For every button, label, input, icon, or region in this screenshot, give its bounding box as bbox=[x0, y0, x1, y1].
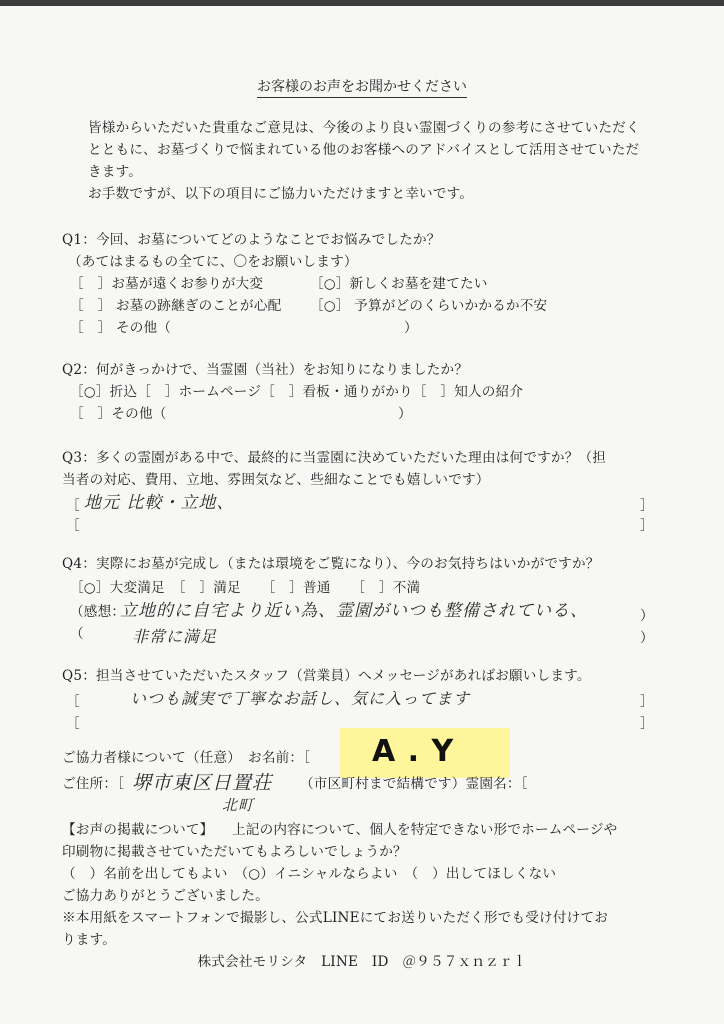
contact-heading: ご協力者様について（任意） お名前：［ bbox=[62, 750, 311, 766]
publish-thanks: ご協力ありがとうございました。 bbox=[62, 888, 269, 904]
contact-name-value: A . Y bbox=[372, 734, 455, 769]
contact-address-hint: （市区町村まで結構です）霊園名：［ bbox=[300, 776, 528, 792]
q1-question: Q1：今回、お墓についてどのようなことでお悩みでしたか？ bbox=[62, 232, 441, 248]
q3-question-line-1: Q3：多くの霊園がある中で、最終的に当霊園に決めていただいた理由は何ですか？（担 bbox=[62, 450, 607, 466]
q3-handwritten-answer: 地元 比較・立地、 bbox=[84, 493, 235, 513]
page-title-text: お客様のお声をお聞かせください bbox=[257, 79, 467, 98]
q4-question: Q4：実際にお墓が完成し（または環境をご覧になり）、今のお気持ちはいかがですか？ bbox=[62, 556, 600, 572]
q2-question: Q2：何がきっかけで、当霊園（当社）をお知りになりましたか？ bbox=[62, 362, 469, 378]
intro-line-3: きます。 bbox=[88, 164, 143, 180]
q5-bracket-open-2: ［ bbox=[66, 716, 80, 732]
q1-option-2: ［○］新しくお墓を建てたい bbox=[310, 276, 488, 292]
q1-option-5-close: ） bbox=[404, 320, 418, 336]
intro-line-1: 皆様からいただいた貴重なご意見は、今後のより良い霊園づくりの参考にさせていただく bbox=[88, 120, 640, 136]
q1-option-5: ［ ］ その他（ bbox=[70, 320, 172, 336]
intro-line-2: とともに、お墓づくりで悩まれている他のお客様へのアドバイスとして活用させていただ bbox=[88, 142, 640, 158]
intro-line-4: お手数ですが、以下の項目にご協力いただけますと幸いです。 bbox=[88, 186, 474, 202]
q2-row-2-close: ） bbox=[398, 406, 412, 422]
contact-address-handwritten-2: 北町 bbox=[222, 796, 255, 814]
q2-options-row-2: ［ ］その他（ bbox=[70, 406, 167, 422]
q1-option-1: ［ ］お墓が遠くお参りが大変 bbox=[70, 276, 264, 292]
page-title bbox=[0, 76, 724, 96]
q3-bracket-open-2: ［ bbox=[66, 518, 80, 534]
q5-bracket-close-2: ］ bbox=[640, 716, 654, 732]
q2-options-row-1: ［○］折込［ ］ホームページ［ ］看板・通りがかり［ ］知人の紹介 bbox=[70, 384, 524, 400]
q5-question: Q5：担当させていただいたスタッフ（営業員）へメッセージがあればお願いします。 bbox=[62, 668, 591, 684]
q3-bracket-close-2: ］ bbox=[640, 518, 654, 534]
q3-bracket-open-1: ［ bbox=[66, 498, 80, 514]
q5-bracket-close-1: ］ bbox=[640, 694, 654, 710]
q4-bracket-close-1: ） bbox=[640, 608, 654, 624]
publish-note-1: ※本用紙をスマートフォンで撮影し、公式LINEにてお送りいただく形でも受け付けてお bbox=[62, 910, 609, 926]
q1-option-3: ［ ］ お墓の跡継ぎのことが心配 bbox=[70, 298, 282, 314]
contact-address-handwritten: 堺市東区日置荘 bbox=[132, 772, 273, 794]
q4-bracket-close-2: ） bbox=[640, 630, 654, 646]
q3-bracket-close-1: ］ bbox=[640, 498, 654, 514]
footer-line: 株式会社モリシタ LINE ID ＠９５７ｘｎｚｒｌ bbox=[197, 954, 527, 970]
q4-handwritten-answer-1: 立地的に自宅より近い為、霊園がいつも整備されている、 bbox=[120, 601, 588, 621]
q4-handwritten-answer-2: 非常に満足 bbox=[132, 627, 218, 646]
scan-top-edge bbox=[0, 0, 724, 6]
publish-heading: 【お声の掲載について】 bbox=[62, 822, 214, 838]
q4-impression-open-2: （ bbox=[70, 626, 84, 642]
publish-note-2: ります。 bbox=[62, 932, 117, 948]
publish-options: （ ）名前を出してもよい （○）イニシャルならよい （ ）出してほしくない bbox=[62, 866, 557, 882]
publish-text-2: 印刷物に掲載させていただいてもよろしいでしょうか？ bbox=[62, 844, 407, 860]
q3-question-line-2: 当者の対応、費用、立地、雰囲気など、些細なことでも嬉しいです） bbox=[62, 472, 490, 488]
q5-bracket-open-1: ［ bbox=[66, 694, 80, 710]
q4-impression-label: （感想： bbox=[70, 604, 126, 620]
contact-address-label: ご住所：［ bbox=[62, 776, 125, 792]
q4-options: ［○］大変満足 ［ ］満足 ［ ］普通 ［ ］不満 bbox=[70, 580, 421, 596]
q5-handwritten-answer: いつも誠実で丁寧なお話し、気に入ってます bbox=[130, 689, 471, 708]
q1-option-4: ［○］ 予算がどのくらいかかるか不安 bbox=[310, 298, 548, 314]
q1-note: （あてはまるもの全てに、〇をお願いします） bbox=[68, 254, 358, 270]
publish-text-1: 上記の内容について、個人を特定できない形でホームページや bbox=[232, 822, 618, 838]
